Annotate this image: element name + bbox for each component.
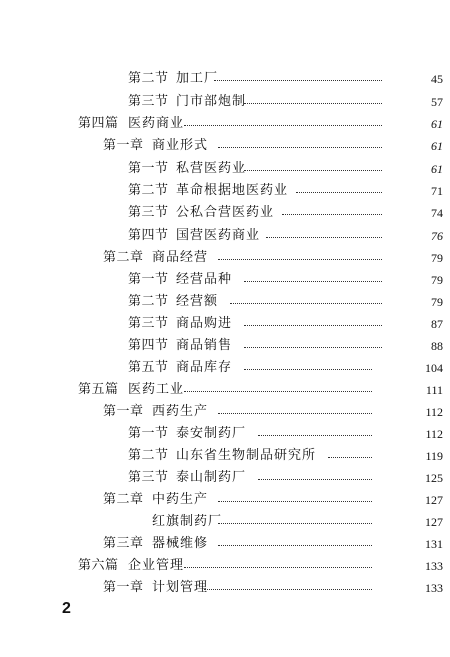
toc-label: 第五节 — [128, 360, 169, 375]
toc-entry: 第一章 西药生产 112 — [0, 401, 450, 423]
toc-entry: 第三节 商品购进 87 — [0, 313, 450, 335]
toc-leader — [218, 501, 372, 502]
toc-title: 经营品种 — [176, 272, 233, 287]
toc-title: 医药商业 — [128, 116, 185, 131]
toc-leader — [230, 303, 382, 304]
toc-label: 第二章 — [103, 250, 144, 265]
toc-title: 山东省生物制品研究所 — [176, 448, 317, 463]
toc-entry: 第六篇 企业管理 133 — [0, 555, 450, 577]
toc-label: 第四篇 — [78, 116, 119, 131]
toc-entry: 第二节 加工厂 45 — [0, 68, 450, 90]
toc-entry: 第二章 商品经营 79 — [0, 247, 450, 269]
toc-leader — [244, 103, 382, 104]
toc-label: 第五篇 — [78, 382, 119, 397]
toc-entry: 第五篇 医药工业 111 — [0, 379, 450, 401]
toc-leader — [244, 347, 382, 348]
toc-entry: 第四节 国营医药商业 76 — [0, 225, 450, 247]
toc-label: 第二节 — [128, 71, 169, 86]
toc-title: 泰安制药厂 — [176, 426, 247, 441]
toc-label: 第一节 — [128, 161, 169, 176]
toc-title: 商品经营 — [152, 250, 209, 265]
page-folio-number: 2 — [62, 600, 71, 617]
toc-entry: 红旗制药厂 127 — [0, 511, 450, 533]
toc-title: 西药生产 — [152, 404, 209, 419]
toc-title: 经营额 — [176, 294, 219, 309]
toc-entry: 第一节 泰安制药厂 112 — [0, 423, 450, 445]
toc-label: 第二节 — [128, 448, 169, 463]
toc-title: 商品购进 — [176, 316, 233, 331]
toc-leader — [218, 413, 372, 414]
toc-title: 计划管理 — [152, 580, 209, 595]
toc-label: 第三节 — [128, 94, 169, 109]
toc-label: 第三节 — [128, 316, 169, 331]
toc-leader — [244, 281, 382, 282]
toc-leader — [214, 80, 382, 81]
toc-entry: 第二节 革命根据地医药业 71 — [0, 180, 450, 202]
toc-leader — [296, 192, 382, 193]
toc-leader — [282, 214, 382, 215]
toc-label: 第二章 — [103, 492, 144, 507]
toc-label: 第一节 — [128, 272, 169, 287]
toc-entry: 第二节 经营额 79 — [0, 291, 450, 313]
toc-leader — [328, 457, 372, 458]
toc-entry: 第四节 商品销售 88 — [0, 335, 450, 357]
toc-title: 革命根据地医药业 — [176, 183, 289, 198]
toc-leader — [244, 170, 382, 171]
toc-leader — [204, 589, 372, 590]
toc-title: 商品库存 — [176, 360, 233, 375]
toc-title: 商业形式 — [152, 138, 209, 153]
toc-label: 第一章 — [103, 404, 144, 419]
toc-entry: 第一章 商业形式 61 — [0, 135, 450, 157]
toc-leader — [218, 523, 372, 524]
toc-title: 门市部炮制 — [176, 94, 247, 109]
toc-label: 第二节 — [128, 183, 169, 198]
toc-title: 器械维修 — [152, 536, 209, 551]
toc-title: 泰山制药厂 — [176, 470, 247, 485]
toc-entry: 第三节 门市部炮制 57 — [0, 91, 450, 113]
toc-title: 私营医药业 — [176, 161, 247, 176]
toc-title: 红旗制药厂 — [152, 514, 223, 529]
toc-leader — [184, 391, 372, 392]
toc-label: 第二节 — [128, 294, 169, 309]
toc-label: 第三节 — [128, 470, 169, 485]
toc-leader — [258, 479, 372, 480]
toc-title: 加工厂 — [176, 71, 219, 86]
toc-title: 国营医药商业 — [176, 228, 261, 243]
toc-label: 第四节 — [128, 228, 169, 243]
toc-entry: 第一节 私营医药业 61 — [0, 158, 450, 180]
toc-entry: 第二节 山东省生物制品研究所 119 — [0, 445, 450, 467]
toc-entry: 第一节 经营品种 79 — [0, 269, 450, 291]
toc-title: 中药生产 — [152, 492, 209, 507]
toc-leader — [244, 369, 372, 370]
toc-label: 第四节 — [128, 338, 169, 353]
toc-leader — [218, 545, 372, 546]
toc-leader — [184, 125, 382, 126]
toc-label: 第六篇 — [78, 558, 119, 573]
toc-label: 第三节 — [128, 205, 169, 220]
toc-title: 企业管理 — [128, 558, 185, 573]
toc-leader — [258, 435, 372, 436]
toc-entry: 第三章 器械维修 131 — [0, 533, 450, 555]
toc-title: 商品销售 — [176, 338, 233, 353]
toc-leader — [184, 567, 372, 568]
toc-title: 医药工业 — [128, 382, 185, 397]
toc-leader — [244, 325, 382, 326]
toc-label: 第一章 — [103, 138, 144, 153]
toc-label: 第一章 — [103, 580, 144, 595]
toc-leader — [266, 237, 382, 238]
toc-entry: 第二章 中药生产 127 — [0, 489, 450, 511]
toc-entry: 第三节 泰山制药厂 125 — [0, 467, 450, 489]
toc-leader — [218, 259, 382, 260]
toc-entry: 第一章 计划管理 133 — [0, 577, 450, 599]
toc-entry: 第五节 商品库存 104 — [0, 357, 450, 379]
toc-title: 公私合营医药业 — [176, 205, 275, 220]
toc-label: 第一节 — [128, 426, 169, 441]
toc-label: 第三章 — [103, 536, 144, 551]
toc-entry: 第三节 公私合营医药业 74 — [0, 202, 450, 224]
toc-entry: 第四篇 医药商业 61 — [0, 113, 450, 135]
toc-leader — [218, 147, 382, 148]
